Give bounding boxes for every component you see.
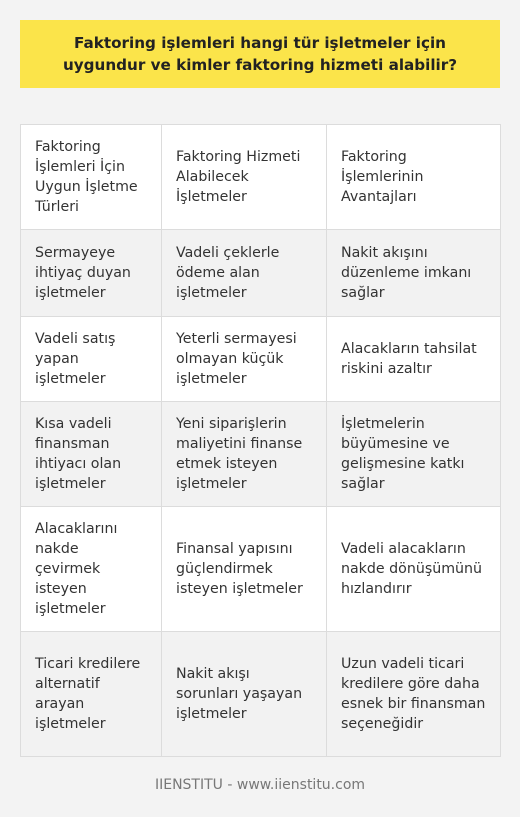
table-cell: Yeterli sermayesi olmayan küçük işletmeler: [162, 317, 327, 402]
table-cell: Ticari kredilere alternatif arayan işletmeler: [21, 632, 162, 757]
table-cell: Nakit akışını düzenleme imkanı sağlar: [327, 230, 501, 317]
table-row: [21, 230, 501, 317]
table-row: [21, 632, 501, 757]
table-cell: Uzun vadeli ticari kredilere göre daha esnek bir finansman seçeneğidir: [327, 632, 501, 757]
page-title: Faktoring işlemleri hangi tür işletmeler için uygundur ve kimler faktoring hizmeti alabilir?: [62, 34, 458, 74]
header-cell: Faktoring İşlemlerinin Avantajları: [327, 125, 501, 230]
table-cell: Vadeli alacakların nakde dönüşümünü hızlandırır: [327, 507, 501, 632]
comparison-table: [20, 124, 501, 757]
table-cell: Alacakların tahsilat riskini azaltır: [327, 317, 501, 402]
table-cell: Alacaklarını nakde çevirmek isteyen işletmeler: [21, 507, 162, 632]
table-cell: Yeni siparişlerin maliyetini finanse etmek isteyen işletmeler: [162, 402, 327, 507]
table-cell: Vadeli çeklerle ödeme alan işletmeler: [162, 230, 327, 317]
title-banner: [20, 20, 500, 88]
header-cell: Faktoring Hizmeti Alabilecek İşletmeler: [162, 125, 327, 230]
table-cell: Finansal yapısını güçlendirmek isteyen işletmeler: [162, 507, 327, 632]
table-cell: Nakit akışı sorunları yaşayan işletmeler: [162, 632, 327, 757]
table-cell: Kısa vadeli finansman ihtiyacı olan işletmeler: [21, 402, 162, 507]
table-row: [21, 507, 501, 632]
table-cell: Vadeli satış yapan işletmeler: [21, 317, 162, 402]
comparison-table-container: [20, 124, 500, 757]
table-cell: İşletmelerin büyümesine ve gelişmesine katkı sağlar: [327, 402, 501, 507]
table-row: [21, 317, 501, 402]
header-cell: Faktoring İşlemleri İçin Uygun İşletme Türleri: [21, 125, 162, 230]
table-cell: Sermayeye ihtiyaç duyan işletmeler: [21, 230, 162, 317]
footer-credit: IIENSTITU - www.iienstitu.com: [154, 777, 366, 793]
table-header-row: [21, 125, 501, 230]
table-row: [21, 402, 501, 507]
